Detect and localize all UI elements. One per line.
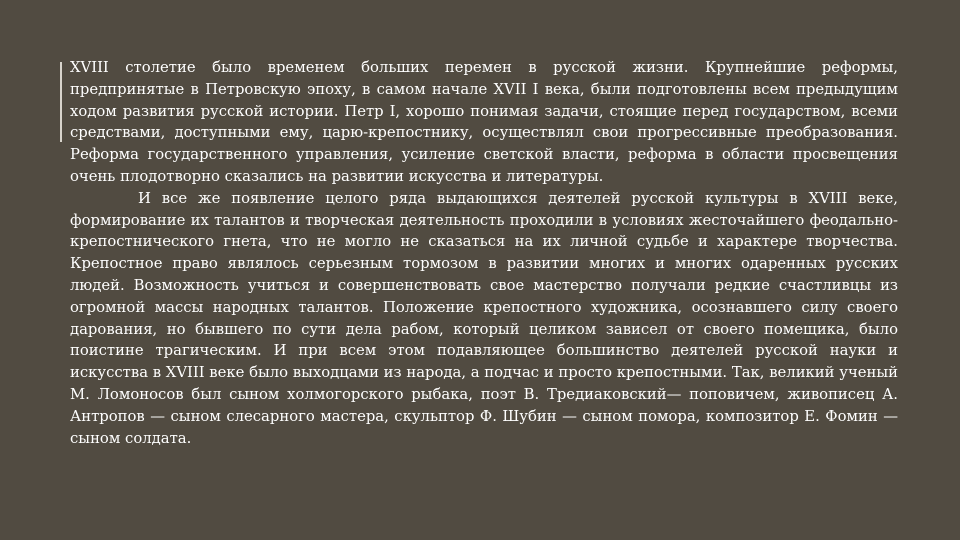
paragraph-1: XVIII столетие было временем больших перемен в русской жизни. Крупнейшие реформы, предпринятые в Петровскую эпоху, в самом начале XVII I века, были подготовлены всем предыдущим ходом развития русской истории. Петр I, хорошо понимая задачи, стоящие перед государством, всеми средствами, доступными ему, царю-крепостнику, осуществлял свои прогрессивные преобразования. Реформа государственного управления, усиление светской власти, реформа в области просвещения очень плодотворно сказались на развитии искусства и литературы. bbox=[70, 59, 898, 185]
paragraph-2: И все же появление целого ряда выдающихся деятелей русской культуры в XVIII веке, формирование их талантов и творческая деятельность проходили в условиях жесточайшего феодально-крепостнического гнета, что не могло не сказаться на их личной судьбе и характере творчества. Крепостное право являлось серьезным тормозом в развитии многих и многих одаренных русских людей. Возможность учиться и совершенствовать свое мастерство получали редкие счастливцы из огромной массы народных талантов. Положение крепостного художника, осознавшего силу своего дарования, но бывшего по сути дела рабом, который целиком зависел от своего помещика, было поистине трагическим. И при всем этом подавляющее большинство деятелей русской науки и искусства в XVIII веке было выходцами из народа, а подчас и просто крепостными. Так, великий ученый М. Ломоносов был сыном холмогорского рыбака, поэт В. Тредиаковский— поповичем, живописец А. Антропов — сыном слесарного мастера, скульптор Ф. Шубин — сыном помора, композитор Е. Фомин — сыном солдата. bbox=[70, 189, 898, 447]
accent-bar bbox=[60, 62, 62, 142]
body-text bbox=[70, 57, 898, 449]
